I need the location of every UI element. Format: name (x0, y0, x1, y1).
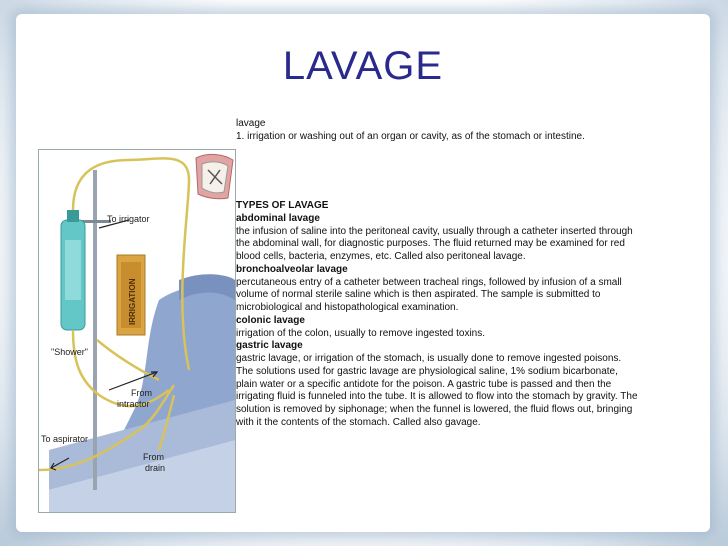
label-shower: "Shower" (51, 347, 88, 357)
label-to-aspirator: To aspirator (41, 434, 89, 444)
types-heading: TYPES OF LAVAGE (236, 200, 329, 211)
type-name: abdominal lavage (236, 212, 320, 224)
lavage-types (236, 200, 640, 430)
label-irrigation: IRRIGATION (128, 278, 137, 325)
label-from-drain: From drain (143, 452, 166, 473)
lavage-diagram (39, 150, 235, 512)
slide-title: LAVAGE (282, 44, 444, 88)
definition-term: lavage (236, 118, 266, 129)
definition-block (236, 117, 656, 143)
type-description: the infusion of saline into the peritoneal cavity, usually through a catheter inserted through the abdominal wall, for diagnostic purposes. The fluid returned may be examined for red blood cells, bacteria, enzymes, etc. Called also peritoneal lavage. (236, 225, 633, 262)
type-description: gastric lavage, or irrigation of the stomach, is usually done to remove ingested poisons. The solutions used for gastric lavage are physiological saline, 1% sodium bicarbonate, plain water or a specific antidote for the poison. A gastric tube is passed and then the irrigating fluid is funneled into the tube. It is allowed to flow into the stomach by gravity. The solution is removed by siphonage; when the funnel is lowered, the fluid flows out, bringing with it the contents of the stomach. Called also gavage. (236, 353, 638, 428)
type-name: gastric lavage (236, 340, 303, 352)
label-to-irrigator: To irrigator (107, 214, 150, 224)
type-name: colonic lavage (236, 314, 305, 326)
type-description: irrigation of the colon, usually to remove ingested toxins. (236, 327, 486, 339)
label-from-intractor: From intractor (117, 388, 152, 409)
type-name: bronchoalveolar lavage (236, 263, 348, 275)
organ-icon (188, 150, 243, 202)
lavage-illustration (38, 149, 236, 513)
type-description: percutaneous entry of a catheter between tracheal rings, followed by infusion of a small volume of normal sterile saline which is then aspirated. The sample is submitted to microbiological and histopathological examination. (236, 276, 622, 313)
organ-illustration (188, 150, 243, 202)
definition-text: 1. irrigation or washing out of an organ or cavity, as of the stomach or intestine. (236, 131, 585, 142)
